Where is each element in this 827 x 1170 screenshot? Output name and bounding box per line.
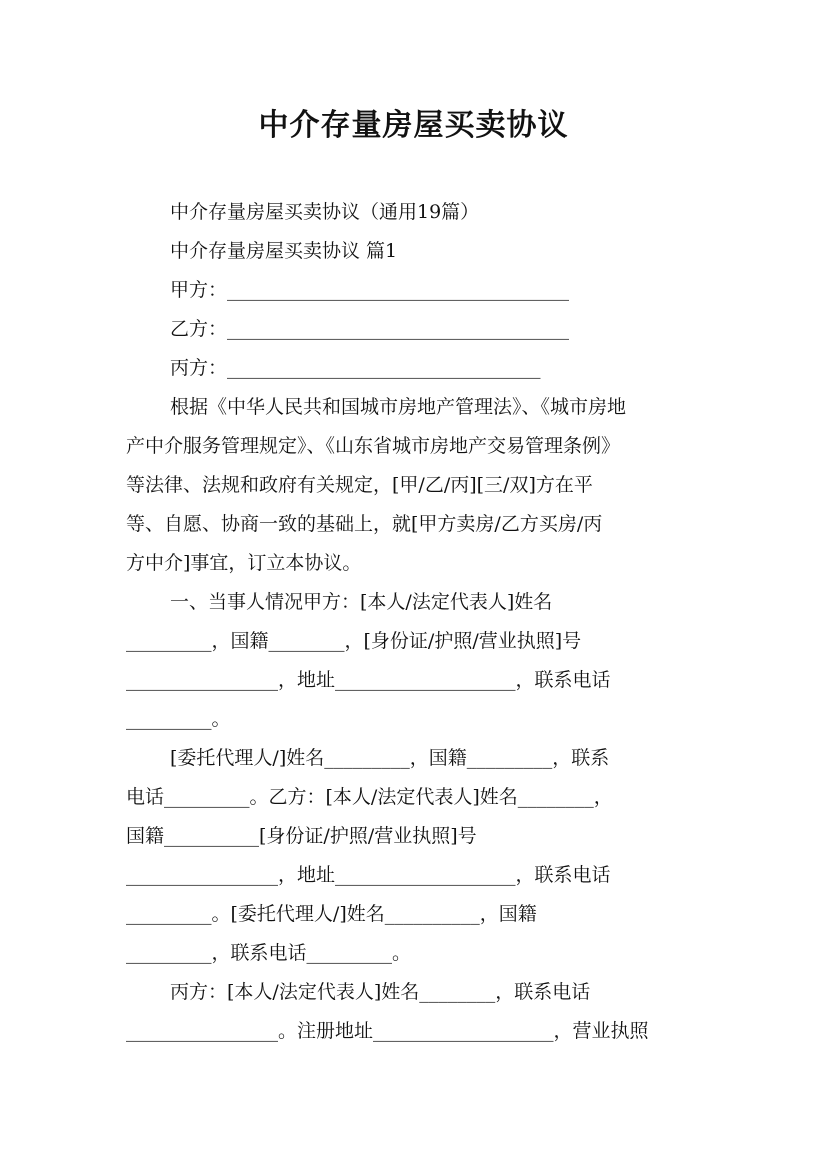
paragraph-line: _________，联系电话_________。 xyxy=(126,942,412,964)
subtitle-line: 中介存量房屋买卖协议（通用19篇） xyxy=(170,201,480,223)
paragraph-line: 等法律、法规和政府有关规定，[甲/乙/丙][三/双]方在平 xyxy=(126,474,593,496)
paragraph-line: 产中介服务管理规定》、《山东省城市房地产交易管理条例》 xyxy=(126,435,621,457)
paragraph-line: 丙方：[本人/法定代表人]姓名________，联系电话 xyxy=(170,981,591,1003)
paragraph-line: 国籍__________[身份证/护照/营业执照]号 xyxy=(126,825,477,847)
paragraph-line: 根据《中华人民共和国城市房地产管理法》、《城市房地 xyxy=(170,396,627,418)
paragraph-line: ________________，地址___________________，联系电话 xyxy=(126,669,611,691)
paragraph-line: ________________。注册地址___________________，营业执照 xyxy=(126,1020,649,1042)
paragraph-line: [委托代理人/]姓名_________，国籍_________，联系 xyxy=(170,747,610,769)
party-b-line: 乙方：____________________________________ xyxy=(170,318,570,340)
paragraph-line: 一、当事人情况甲方：[本人/法定代表人]姓名 xyxy=(170,591,553,613)
paragraph-line: 等、自愿、协商一致的基础上，就[甲方卖房/乙方买房/丙 xyxy=(126,513,603,535)
document-title: 中介存量房屋买卖协议 xyxy=(258,108,569,143)
paragraph-line: 电话_________。乙方：[本人/法定代表人]姓名________， xyxy=(126,786,613,808)
paragraph-line: 方中介]事宜，订立本协议。 xyxy=(126,552,362,574)
paragraph-line: _________。 xyxy=(126,708,231,730)
section-heading: 中介存量房屋买卖协议 篇1 xyxy=(170,240,398,262)
paragraph-line: _________。[委托代理人/]姓名__________，国籍 xyxy=(126,903,537,925)
paragraph-line: _________，国籍________，[身份证/护照/营业执照]号 xyxy=(126,630,582,652)
party-a-line: 甲方：____________________________________ xyxy=(170,279,570,301)
party-c-line: 丙方：_________________________________ xyxy=(170,357,541,379)
paragraph-line: ________________，地址___________________，联系电话 xyxy=(126,864,611,886)
